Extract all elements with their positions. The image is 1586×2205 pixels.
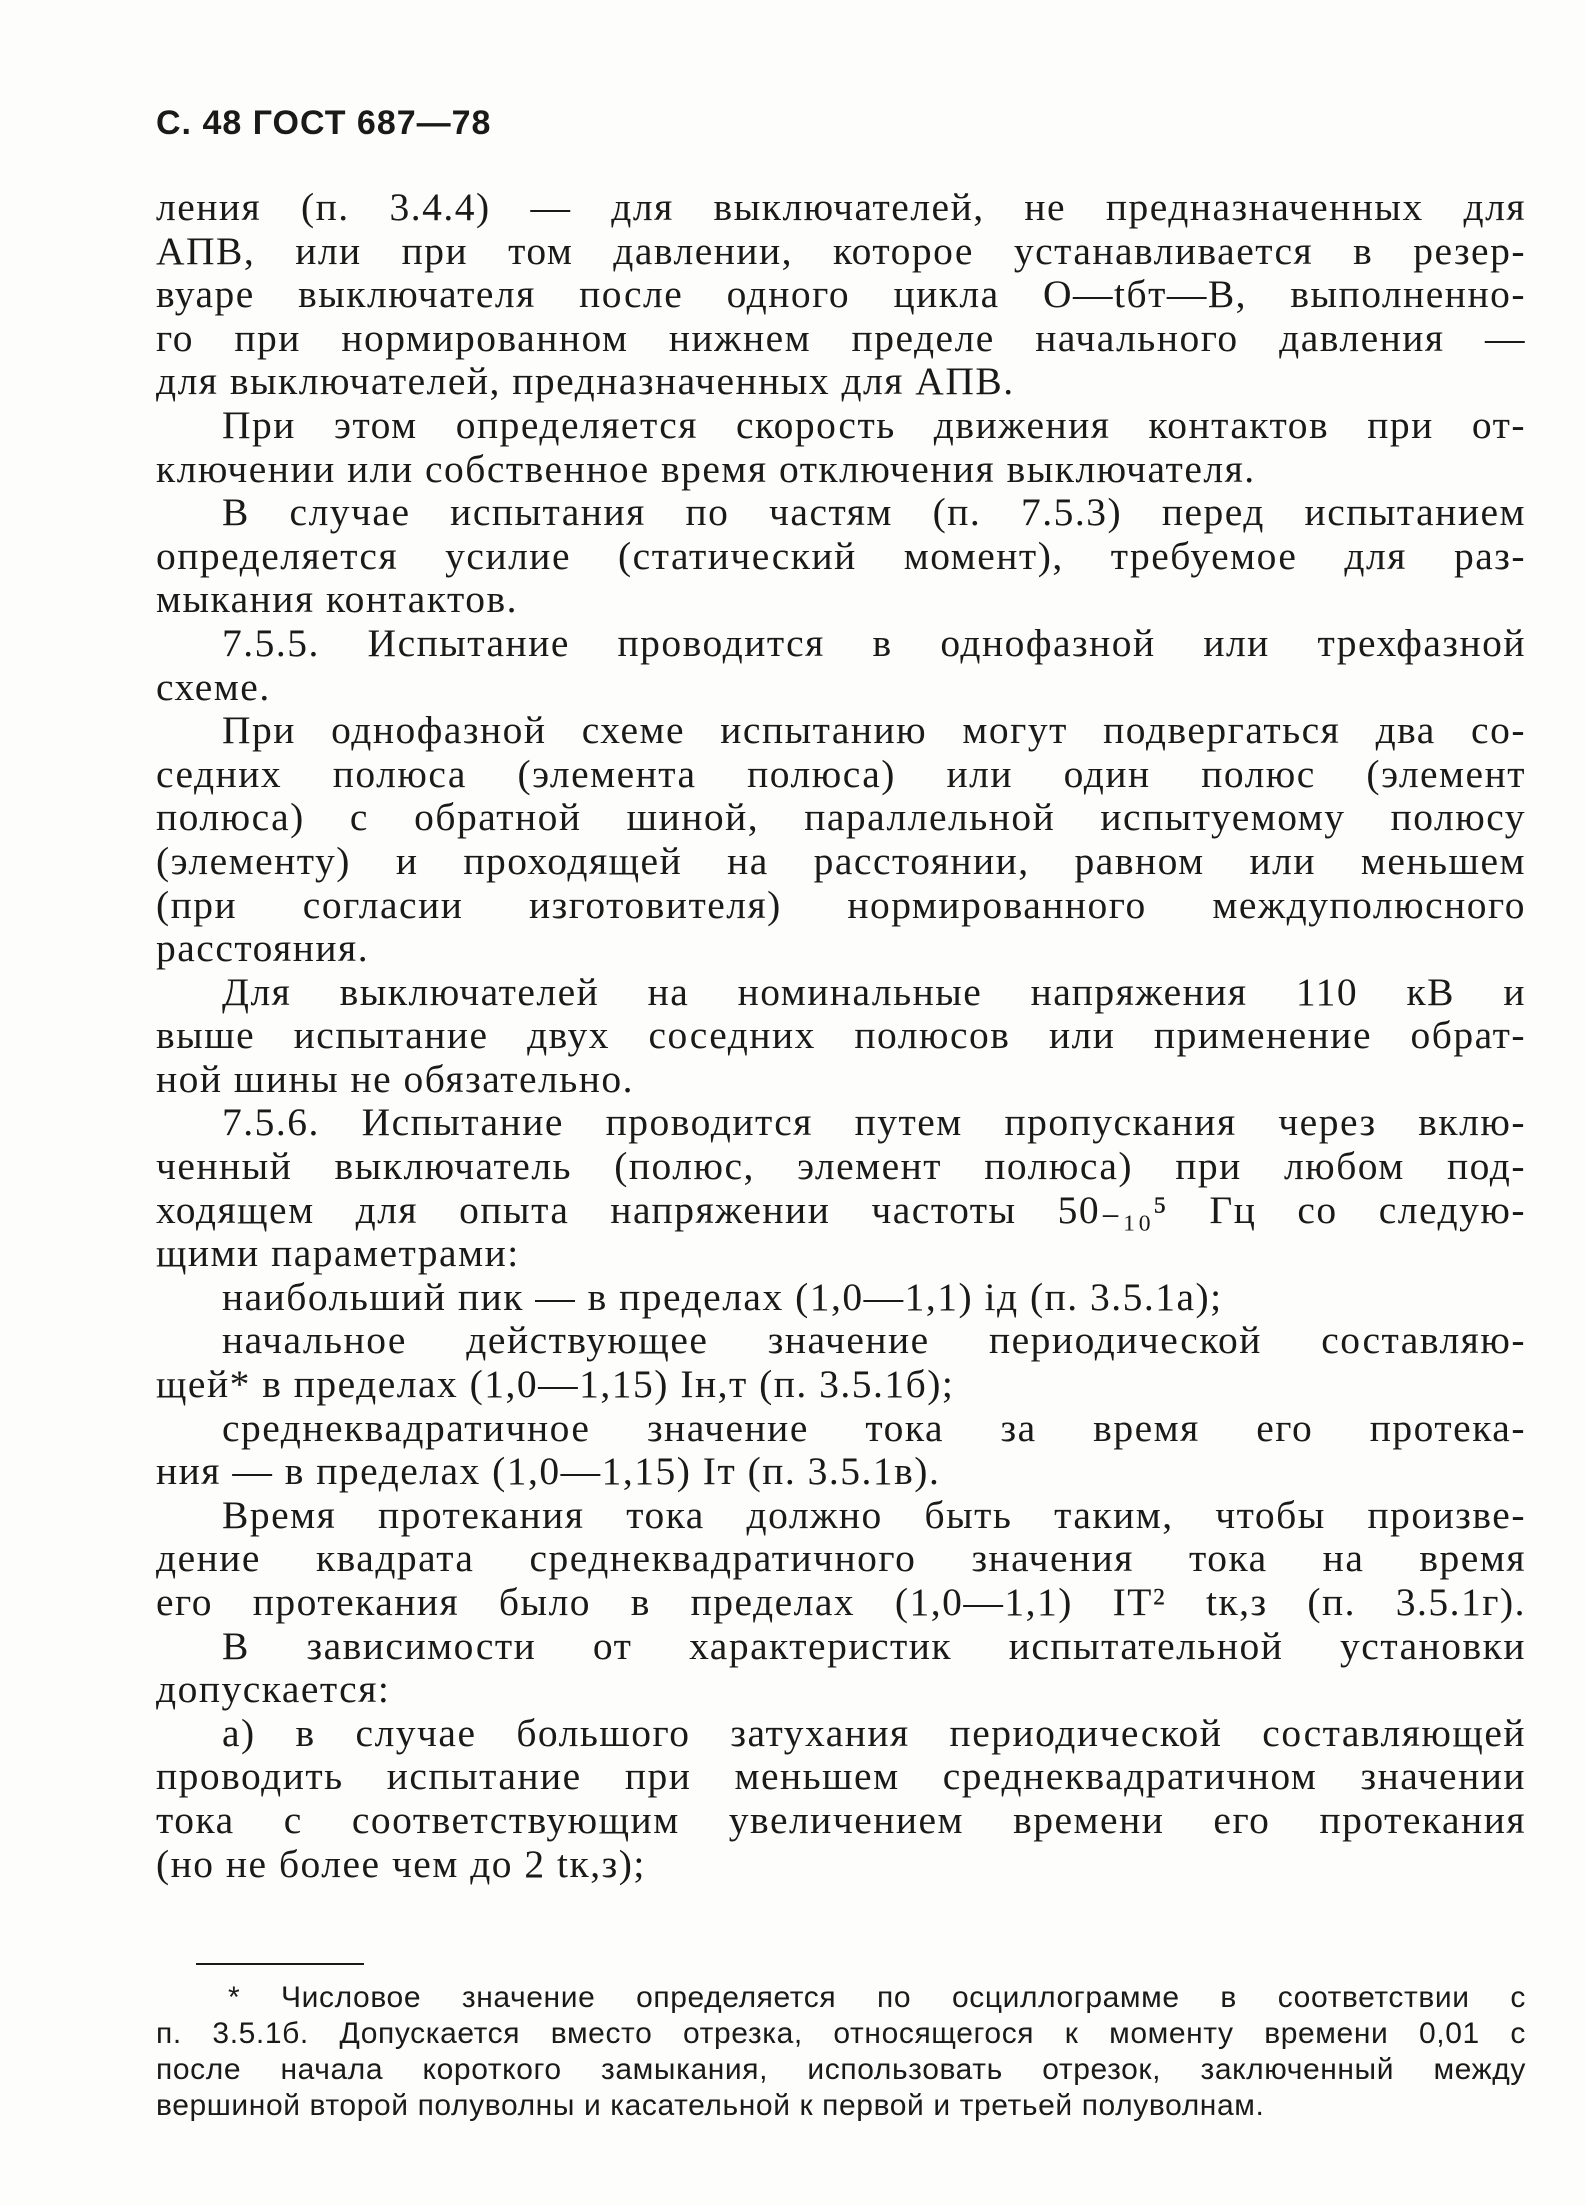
- text-line: расстояния.: [156, 926, 370, 971]
- page-header: С. 48 ГОСТ 687—78: [156, 104, 492, 142]
- text-line: начальное действующее значение периодической составляю-: [222, 1318, 1526, 1363]
- text-line: При однофазной схеме испытанию могут подвергаться два со-: [222, 708, 1526, 753]
- text-line: го при нормированном нижнем пределе начального давления —: [156, 315, 1526, 360]
- text-line: (элементу) и проходящей на расстоянии, равном или меньшем: [156, 838, 1526, 883]
- text-line: ходящем для опыта напряжении частоты 50₋₁₀⁵ Гц со следую-: [156, 1187, 1526, 1232]
- text-line: щими параметрами:: [156, 1231, 520, 1276]
- text-line: мыкания контактов.: [156, 577, 519, 622]
- footnote-line: после начала короткого замыкания, использовать отрезок, заключенный между: [156, 2053, 1526, 2086]
- text-line: полюса) с обратной шиной, параллельной испытуемому полюсу: [156, 795, 1526, 840]
- text-line: 7.5.5. Испытание проводится в однофазной или трехфазной: [222, 620, 1526, 665]
- text-line: ления (п. 3.4.4) — для выключателей, не предназначенных для: [156, 185, 1526, 229]
- text-line: В случае испытания по частям (п. 7.5.3) перед испытанием: [222, 490, 1526, 535]
- text-line: тока с соответствующим увеличением времени его протекания: [156, 1797, 1526, 1842]
- text-line: Время протекания тока должно быть таким, чтобы произве-: [222, 1492, 1526, 1537]
- footnote-line: вершиной второй полуволны и касательной к первой и третьей полуволнам.: [156, 2089, 1265, 2122]
- footnote: [156, 1980, 1526, 2124]
- text-line: определяется усилие (статический момент), требуемое для раз-: [156, 533, 1526, 578]
- text-line: схеме.: [156, 664, 271, 709]
- text-line: проводить испытание при меньшем среднеквадратичном значении: [156, 1754, 1526, 1799]
- text-line: Для выключателей на номинальные напряжения 110 кВ и: [222, 969, 1526, 1014]
- text-line: ной шины не обязательно.: [156, 1056, 634, 1101]
- text-line: дение квадрата среднеквадратичного значения тока на время: [156, 1536, 1526, 1581]
- text-line: 7.5.6. Испытание проводится путем пропускания через вклю-: [222, 1100, 1526, 1145]
- text-line: выше испытание двух соседних полюсов или применение обрат-: [156, 1013, 1526, 1058]
- text-line: В зависимости от характеристик испытательной установки: [222, 1623, 1526, 1668]
- text-line: (при согласии изготовителя) нормированного междуполюсного: [156, 882, 1526, 927]
- text-line: его протекания было в пределах (1,0—1,1) IТ² tк,з (п. 3.5.1г).: [156, 1580, 1526, 1624]
- text-line: среднеквадратичное значение тока за время его протека-: [222, 1405, 1526, 1450]
- text-line: седних полюса (элемента полюса) или один полюс (элемент: [156, 751, 1526, 796]
- text-line: для выключателей, предназначенных для АПВ.: [156, 359, 1015, 404]
- text-line: наибольший пик — в пределах (1,0—1,1) iд (п. 3.5.1а);: [222, 1274, 1223, 1319]
- footnote-line: п. 3.5.1б. Допускается вместо отрезка, относящегося к моменту времени 0,01 с: [156, 2017, 1526, 2050]
- text-line: ния — в пределах (1,0—1,15) Iт (п. 3.5.1в).: [156, 1449, 941, 1494]
- text-line: ченный выключатель (полюс, элемент полюса) при любом под-: [156, 1144, 1526, 1189]
- text-line: АПВ, или при том давлении, которое устанавливается в резер-: [156, 228, 1526, 273]
- footnote-rule: [196, 1963, 364, 1965]
- text-line: щей* в пределах (1,0—1,15) Iн,т (п. 3.5.1б);: [156, 1362, 955, 1407]
- body-text: [156, 186, 1526, 1886]
- text-line: (но не более чем до 2 tк,з);: [156, 1841, 646, 1886]
- text-line: При этом определяется скорость движения контактов при от-: [222, 402, 1526, 447]
- footnote-line: * Числовое значение определяется по осциллограмме в соответствии с: [228, 1981, 1526, 2014]
- text-line: ключении или собственное время отключения выключателя.: [156, 446, 1256, 491]
- text-line: вуаре выключателя после одного цикла О—tбт—В, выполненно-: [156, 272, 1526, 317]
- text-line: а) в случае большого затухания периодической составляющей: [222, 1710, 1526, 1755]
- text-line: допускается:: [156, 1667, 391, 1712]
